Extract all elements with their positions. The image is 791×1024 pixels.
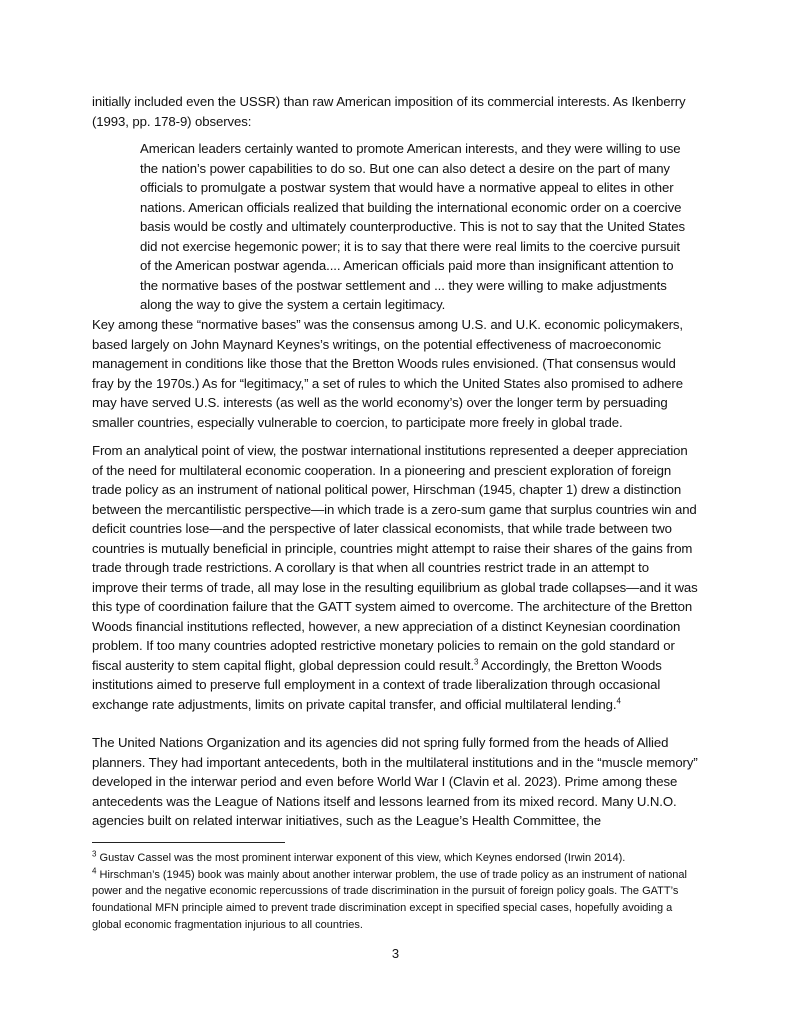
united-nations-paragraph: The United Nations Organization and its agencies did not spring fully formed from the heads of Allied planners. They had important antecedents, both in the multilateral institutions and in the “muscle memory” developed in the interwar period and even before World War I (Clavin et al. 2023). Prime among these antecedents was the League of Nations itself and lessons learned from its mixed record. Many U.N.O. agencies built on related interwar initiatives, such as the League’s Health Committee, the <box>92 735 698 828</box>
page-number: 3 <box>391 946 400 961</box>
footnote-separator <box>92 842 285 843</box>
footnote-reference-4[interactable]: 4 <box>616 696 621 706</box>
analytical-text-part-1: From an analytical point of view, the postwar international institutions represented a deeper appreciation of the need for multilateral economic cooperation. In a pioneering and prescient exploration of foreign trade policy as an instrument of national political power, Hirschman (1945, chapter 1) drew a distinction between the mercantilistic perspective—in which trade is a zero-sum game that surplus countries win and deficit countries lose—and the perspective of later classical economists, that while trade between two countries is mutually beneficial in principle, countries might attempt to raise their shares of the gains from trade through trade restrictions. A corollary is that when all countries restrict trade in an attempt to improve their terms of trade, all may lose in the resulting equilibrium as global trade collapses—and it was this type of coordination failure that the GATT system aimed to overcome. The architecture of the Bretton Woods financial institutions reflected, however, a new appreciation of a distinct Keynesian coordination problem. If too many countries adopted restrictive monetary policies to remain on the gold standard or fiscal austerity to stem capital flight, global depression could result. <box>92 443 698 673</box>
analytical-text-part-2: Accordingly, the Bretton Woods institutions aimed to preserve full employment in a context of trade liberalization through occasional exchange rate adjustments, limits on private capital transfer, and official multilateral lending. <box>92 657 662 712</box>
footnote-3-text: Gustav Cassel was the most prominent interwar exponent of this view, which Keynes endorsed (Irwin 2014). <box>96 852 626 864</box>
intro-paragraph: initially included even the USSR) than raw American imposition of its commercial interests. As Ikenberry (1993, pp. 178-9) observes: <box>92 94 686 129</box>
footnote-reference-3[interactable]: 3 <box>474 657 479 667</box>
footnote-3 <box>92 850 698 867</box>
footnotes <box>92 850 698 934</box>
block-quote: American leaders certainly wanted to promote American interests, and they were willing to use the nation’s power capabilities to do so. But one can also detect a desire on the part of many officials to promulgate a postwar system that would have a normative appeal to elites in other nations. American officials realized that building the international economic order on a coercive basis would be costly and ultimately counterproductive. This is not to say that the United States did not exercise hegemonic power; it is to say that there were real limits to the coercive pursuit of the American postwar agenda.... American officials paid more than insignificant attention to the normative bases of the postwar settlement and ... they were willing to make adjustments along the way to give the system a certain legitimacy. <box>140 141 685 312</box>
normative-bases-paragraph: Key among these “normative bases” was the consensus among U.S. and U.K. economic policymakers, based largely on John Maynard Keynes’s writings, on the potential effectiveness of macroeconomic management in conditions like those that the Bretton Woods rules envisioned. (That consensus would fray by the 1970s.) As for “legitimacy,” a set of rules to which the United States also promised to adhere may have served U.S. interests (as well as the world economy’s) over the longer term by persuading smaller countries, especially vulnerable to coercion, to participate more freely in global trade. <box>92 317 683 430</box>
footnote-4 <box>92 867 698 934</box>
footnote-mark-3: 3 <box>92 849 97 859</box>
analytical-paragraph <box>92 441 698 714</box>
footnote-mark-4: 4 <box>92 866 97 876</box>
footnote-4-text: Hirschman’s (1945) book was mainly about another interwar problem, the use of trade policy as an instrument of national power and the negative economic repercussions of trade discrimination in the pursuit of foreign policy goals. The GATT’s foundational MFN principle aimed to prevent trade discrimination except in specified special cases, hopefully avoiding a global economic fragmentation injurious to all countries. <box>92 868 687 931</box>
